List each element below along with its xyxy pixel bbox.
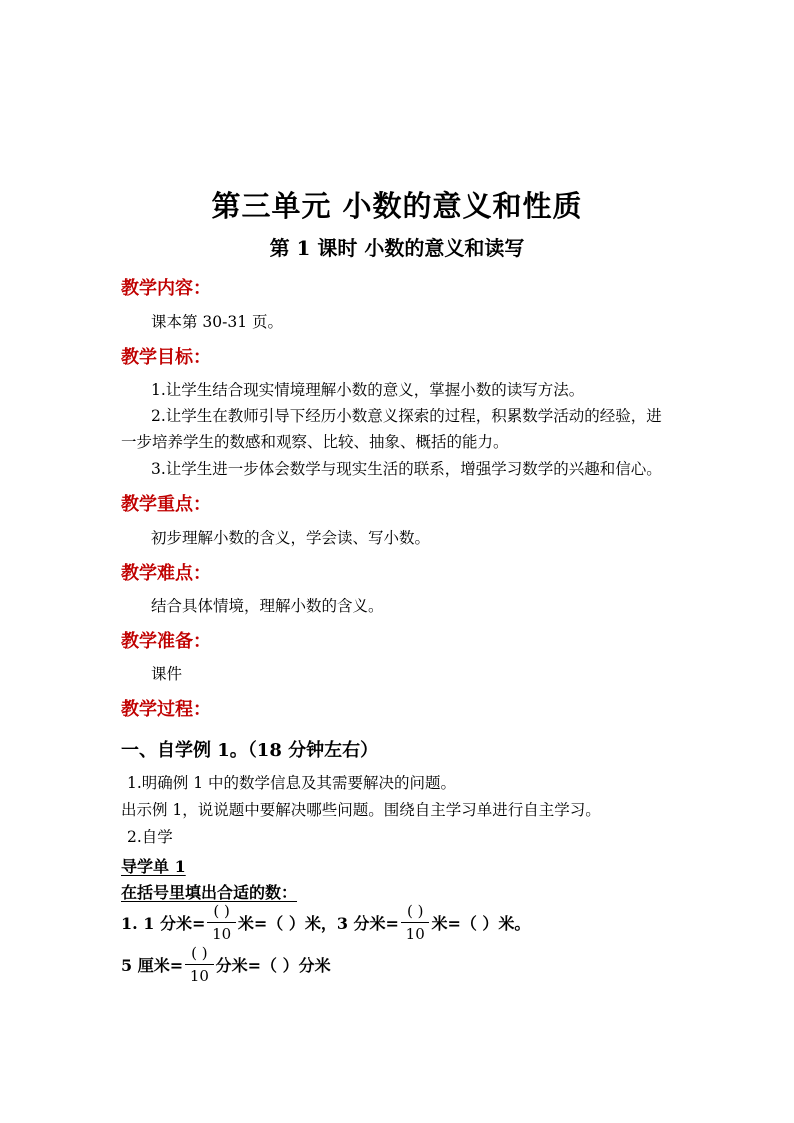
heading-goals: 教学目标： <box>121 347 211 368</box>
heading-difficulties: 教学难点： <box>121 563 211 584</box>
goal-line-2-cont: 一步培养学生的数感和观察、比较、抽象、概括的能力。 <box>121 433 509 451</box>
fraction <box>185 943 213 986</box>
fraction <box>207 901 235 944</box>
heading-key-points: 教学重点： <box>121 494 211 515</box>
step-1-detail: 出示例 1，说说题中要解决哪些问题。围绕自主学习单进行自主学习。 <box>121 801 601 819</box>
fraction-denominator: 10 <box>189 966 209 985</box>
guide-title: 导学单 1 <box>121 857 186 876</box>
fraction-numerator-blank: ( ) <box>401 901 429 923</box>
heading-content: 教学内容： <box>121 278 211 299</box>
goal-line-1: 1.让学生结合现实情境理解小数的意义，掌握小数的读写方法。 <box>151 381 585 399</box>
equation-line-1 <box>121 898 530 946</box>
content-line: 课本第 30-31 页。 <box>151 313 284 331</box>
difficulty-line: 结合具体情境，理解小数的含义。 <box>151 597 384 615</box>
fraction-denominator: 10 <box>405 924 425 943</box>
step-2: 2.自学 <box>127 828 173 846</box>
fraction-denominator: 10 <box>212 924 232 943</box>
heading-process: 教学过程： <box>121 699 211 720</box>
eq2-prefix: 5 厘米= <box>121 955 184 975</box>
key-point-line: 初步理解小数的含义，学会读、写小数。 <box>151 529 431 547</box>
fraction <box>401 901 429 944</box>
fraction-numerator-blank: ( ) <box>207 901 235 923</box>
unit-title: 第三单元 小数的意义和性质 <box>211 189 583 223</box>
guide-instruction: 在括号里填出合适的数： <box>121 883 298 902</box>
eq1-middle: 米=（ ）米，3 分米= <box>237 913 399 933</box>
goal-line-2: 2.让学生在教师引导下经历小数意义探索的过程，积累数学活动的经验，进 <box>151 407 662 425</box>
equation-line-2 <box>121 940 331 988</box>
lesson-subtitle: 第 1 课时 小数的意义和读写 <box>269 236 525 260</box>
goal-line-3: 3.让学生进一步体会数学与现实生活的联系，增强学习数学的兴趣和信心。 <box>151 460 662 478</box>
eq1-suffix: 米=（ ）米。 <box>431 913 531 933</box>
preparation-line: 课件 <box>151 665 183 683</box>
fraction-numerator-blank: ( ) <box>185 943 213 965</box>
step-1: 1.明确例 1 中的数学信息及其需要解决的问题。 <box>127 774 457 792</box>
heading-preparation: 教学准备： <box>121 631 211 652</box>
eq1-prefix: 1. 1 分米= <box>121 913 206 933</box>
eq2-suffix: 分米=（ ）分米 <box>215 955 331 975</box>
part1-title: 一、自学例 1。（18 分钟左右） <box>121 740 379 761</box>
